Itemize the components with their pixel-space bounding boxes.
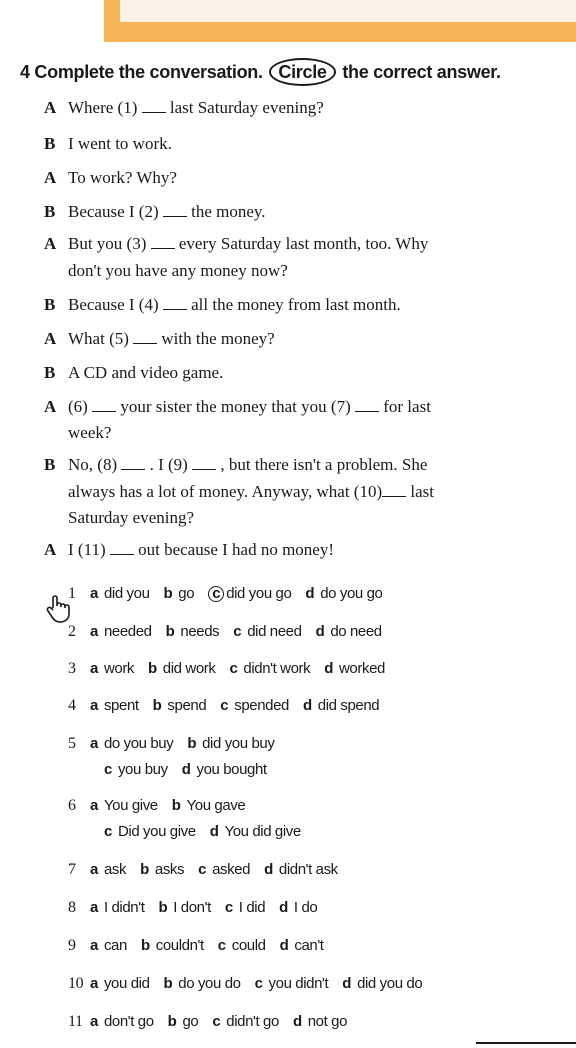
text-segment: (6) (68, 397, 93, 416)
line-text (68, 202, 266, 221)
option-row (68, 936, 548, 956)
choice-text: you buy (117, 761, 168, 778)
answer-choice[interactable] (148, 660, 215, 677)
answer-choice[interactable] (303, 697, 379, 714)
conversation-line (44, 480, 534, 504)
answer-choice[interactable] (279, 899, 317, 916)
choice-text: do need (330, 623, 382, 640)
choice-text: did spend (317, 697, 380, 714)
line-text (68, 363, 223, 382)
text-segment: out because I had no money! (133, 540, 335, 559)
option-row (68, 659, 548, 679)
conversation-line (44, 259, 534, 283)
answer-choice[interactable] (140, 861, 184, 878)
choice-letter: b (167, 1013, 177, 1030)
answer-choice[interactable] (90, 697, 139, 714)
conversation-line (44, 327, 534, 351)
choice-letter: b (171, 797, 181, 814)
text-segment: don't you have any money now? (68, 261, 288, 280)
choice-text: did need (247, 623, 302, 640)
conversation-line (44, 538, 534, 562)
answer-blank (142, 98, 166, 113)
choice-letter: d (315, 623, 325, 640)
speaker-label: B (44, 202, 56, 221)
choice-letter: d (209, 823, 219, 840)
answer-choice[interactable] (164, 975, 241, 992)
choice-letter: b (158, 899, 168, 916)
choice-text: worked (339, 660, 385, 677)
choice-letter: d (264, 861, 273, 878)
choice-text: you did (103, 975, 150, 992)
instruction-before: Complete the conversation. (34, 62, 263, 82)
answer-choice[interactable] (153, 697, 207, 714)
conversation-line (44, 453, 534, 477)
header-band-inner (120, 0, 576, 22)
line-text (68, 134, 172, 153)
line-text (68, 295, 401, 314)
text-segment: I went to work. (68, 134, 172, 153)
answer-choice[interactable] (187, 735, 274, 752)
choice-text: do you buy (103, 735, 174, 752)
choice-text: couldn't (155, 937, 204, 954)
conversation-line (44, 166, 534, 190)
choice-letter: a (90, 975, 98, 992)
choice-text: didn't go (226, 1013, 279, 1030)
answer-blank (92, 397, 116, 412)
speaker-label: A (44, 168, 57, 187)
choice-letter: a (90, 797, 98, 814)
answer-choice[interactable] (220, 697, 289, 714)
choice-text: can (103, 937, 127, 954)
choice-letter: c (104, 823, 112, 840)
choice-text: ask (103, 861, 127, 878)
choice-text: did you (103, 585, 150, 602)
speaker-label: B (44, 295, 56, 314)
choice-text: did you do (357, 975, 423, 992)
choice-text: needs (180, 623, 220, 640)
choice-letter: c (217, 937, 226, 954)
answer-choice[interactable] (342, 975, 422, 992)
speaker-label: A (44, 397, 57, 416)
option-row (68, 974, 548, 994)
choice-text: spended (234, 697, 290, 714)
answer-choice[interactable] (90, 861, 126, 878)
answer-blank (121, 455, 145, 470)
choice-text: work (103, 660, 135, 677)
instruction-circled-word: Circle (269, 58, 335, 86)
hand-pointer-icon (44, 594, 72, 624)
line-text (68, 540, 334, 559)
answer-blank (382, 482, 406, 497)
choice-letter: d (279, 899, 288, 916)
conversation-line (44, 361, 534, 385)
text-segment: Because I (4) (68, 295, 163, 314)
answer-choice[interactable] (316, 623, 382, 640)
text-segment: To work? Why? (68, 168, 177, 187)
option-row (68, 734, 548, 754)
choice-text: do you do (178, 975, 241, 992)
choice-letter: b (163, 975, 173, 992)
conversation-line (44, 96, 534, 120)
choice-letter: b (165, 623, 175, 640)
choice-letter: c (212, 1013, 221, 1030)
line-text (68, 508, 194, 527)
line-text (68, 234, 428, 253)
choice-letter: a (90, 697, 98, 714)
option-row (68, 696, 548, 716)
text-segment: the money. (186, 202, 266, 221)
answer-choice[interactable] (264, 861, 338, 878)
text-segment: all the money from last month. (186, 295, 401, 314)
answer-choice[interactable] (233, 623, 301, 640)
choice-letter: c (104, 761, 112, 778)
text-segment: last (406, 482, 434, 501)
answer-blank (151, 234, 175, 249)
exercise-number: 4 (20, 62, 30, 82)
choice-letter: b (187, 735, 197, 752)
text-segment: every Saturday last month, too. Why (174, 234, 429, 253)
conversation-line (44, 395, 534, 419)
speaker-label: A (44, 540, 57, 559)
header-color-band (104, 0, 576, 42)
choice-text: spend (167, 697, 207, 714)
choice-text: You give (103, 797, 158, 814)
option-row (104, 760, 576, 780)
answer-choice[interactable] (324, 660, 385, 677)
text-segment: your sister the money that you (7) (116, 397, 355, 416)
answer-choice[interactable] (90, 1013, 154, 1030)
choice-text: I didn't (103, 899, 145, 916)
question-number: 4 (68, 697, 76, 714)
conversation-line (44, 200, 534, 224)
choice-letter: d (303, 697, 312, 714)
text-segment: Because I (2) (68, 202, 163, 221)
choice-text: did you buy (202, 735, 275, 752)
question-number: 9 (68, 937, 76, 954)
choice-letter: d (292, 1013, 302, 1030)
answer-blank (133, 329, 157, 344)
question-number: 2 (68, 623, 76, 640)
answer-choice[interactable] (104, 823, 196, 840)
answer-choice[interactable] (164, 585, 195, 602)
choice-text: needed (103, 623, 152, 640)
text-segment: week? (68, 423, 112, 442)
choice-text: go (182, 1013, 199, 1030)
answer-choice[interactable] (172, 797, 246, 814)
choice-letter: b (140, 861, 149, 878)
answer-choice[interactable] (90, 623, 152, 640)
choice-text: You did give (224, 823, 301, 840)
question-number: 10 (68, 975, 84, 992)
option-row (68, 584, 548, 604)
speaker-label: B (44, 134, 56, 153)
choice-text: Did you give (117, 823, 196, 840)
answer-choice[interactable] (141, 937, 204, 954)
line-text (68, 397, 431, 416)
choice-letter: a (90, 899, 98, 916)
choice-letter: c (233, 623, 242, 640)
choice-text: asks (154, 861, 185, 878)
choice-letter: c (224, 899, 233, 916)
choice-letter: c (198, 861, 207, 878)
line-text (68, 98, 324, 117)
choice-letter: a (90, 735, 98, 752)
answer-choice[interactable] (166, 623, 220, 640)
choice-text: didn't ask (278, 861, 338, 878)
answer-choice[interactable] (158, 899, 210, 916)
choice-letter: c (220, 697, 229, 714)
line-text (68, 455, 427, 474)
choice-text: asked (212, 861, 251, 878)
question-number: 1 (68, 585, 76, 602)
question-number: 3 (68, 660, 76, 677)
text-segment: , but there isn't a problem. She (216, 455, 428, 474)
question-number: 11 (68, 1013, 83, 1030)
choice-text: go (178, 585, 195, 602)
choice-letter: d (305, 585, 315, 602)
choice-text: you didn't (268, 975, 329, 992)
speaker-label: A (44, 234, 57, 253)
answer-choice[interactable] (90, 660, 134, 677)
answer-choice[interactable] (208, 585, 291, 602)
answer-choice[interactable] (305, 585, 382, 602)
answer-choice[interactable] (90, 585, 150, 602)
answer-blank (192, 455, 216, 470)
line-text (68, 423, 111, 442)
page-corner-rule (476, 1042, 576, 1048)
circled-choice-letter: c (208, 586, 224, 602)
answer-choice[interactable] (90, 975, 150, 992)
line-text (68, 168, 177, 187)
instruction-after: the correct answer. (342, 62, 501, 82)
answer-choice[interactable] (218, 937, 266, 954)
text-segment: with the money? (157, 329, 275, 348)
line-text (68, 261, 288, 280)
choice-text: you bought (196, 761, 267, 778)
option-row (68, 1012, 548, 1032)
conversation-line (44, 421, 534, 445)
answer-choice[interactable] (293, 1013, 347, 1030)
choice-text: could (231, 937, 266, 954)
choice-letter: d (342, 975, 352, 992)
answer-choice[interactable] (229, 660, 310, 677)
text-segment: I (11) (68, 540, 110, 559)
option-row (68, 796, 548, 816)
choice-text: not go (307, 1013, 348, 1030)
choice-letter: a (90, 585, 98, 602)
answer-choice[interactable] (198, 861, 250, 878)
choice-text: did you go (226, 585, 292, 602)
option-row (68, 622, 548, 642)
answer-blank (110, 540, 134, 555)
choice-letter: a (90, 937, 98, 954)
choice-letter: b (140, 937, 150, 954)
choice-text: can't (294, 937, 324, 954)
answer-choice[interactable] (255, 975, 329, 992)
speaker-label: B (44, 455, 56, 474)
conversation-line (44, 506, 534, 530)
answer-choice[interactable] (210, 823, 301, 840)
option-row (104, 822, 576, 842)
choice-text: I did (238, 899, 266, 916)
speaker-label: A (44, 98, 57, 117)
question-number: 7 (68, 861, 76, 878)
choice-letter: d (181, 761, 191, 778)
text-segment: for last (378, 397, 431, 416)
choice-text: You gave (186, 797, 246, 814)
answer-blank (355, 397, 379, 412)
choice-text: did work (162, 660, 216, 677)
text-segment: always has a lot of money. Anyway, what (10) (68, 482, 383, 501)
question-number: 5 (68, 735, 76, 752)
answer-blank (163, 202, 187, 217)
choice-text: do you go (320, 585, 383, 602)
answer-choice[interactable] (225, 899, 265, 916)
option-row (68, 898, 548, 918)
text-segment: A CD and video game. (68, 363, 224, 382)
answer-blank (163, 295, 187, 310)
speaker-label: A (44, 329, 57, 348)
choice-letter: d (279, 937, 289, 954)
choice-letter: b (148, 660, 157, 677)
answer-choice[interactable] (90, 735, 173, 752)
question-number: 6 (68, 797, 76, 814)
choice-letter: b (163, 585, 173, 602)
line-text (68, 482, 434, 501)
conversation-line (44, 132, 534, 156)
choice-text: didn't work (243, 660, 311, 677)
choice-letter: d (324, 660, 333, 677)
choice-letter: c (254, 975, 263, 992)
option-row (68, 860, 548, 880)
text-segment: What (5) (68, 329, 134, 348)
answer-choice[interactable] (90, 937, 127, 954)
choice-letter: c (229, 660, 238, 677)
text-segment: Where (1) (68, 98, 142, 117)
conversation-line (44, 232, 534, 256)
answer-choice[interactable] (168, 1013, 199, 1030)
choice-text: don't go (103, 1013, 154, 1030)
exercise-heading (20, 58, 560, 86)
answer-choice[interactable] (90, 797, 158, 814)
question-number: 8 (68, 899, 76, 916)
answer-choice[interactable] (212, 1013, 279, 1030)
speaker-label: B (44, 363, 56, 382)
choice-letter: a (90, 623, 98, 640)
answer-choice[interactable] (104, 761, 168, 778)
text-segment: No, (8) (68, 455, 122, 474)
text-segment: But you (3) (68, 234, 151, 253)
conversation-line (44, 293, 534, 317)
choice-letter: a (90, 660, 98, 677)
answer-choice[interactable] (280, 937, 324, 954)
choice-letter: a (90, 861, 98, 878)
choice-letter: a (90, 1013, 98, 1030)
line-text (68, 329, 275, 348)
choice-text: I do (293, 899, 318, 916)
choice-letter: b (152, 697, 162, 714)
text-segment: Saturday evening? (68, 508, 195, 527)
answer-choice[interactable] (182, 761, 267, 778)
answer-choice[interactable] (90, 899, 144, 916)
text-segment: . I (9) (145, 455, 193, 474)
choice-text: I don't (173, 899, 211, 916)
text-segment: last Saturday evening? (165, 98, 324, 117)
choice-text: spent (103, 697, 139, 714)
